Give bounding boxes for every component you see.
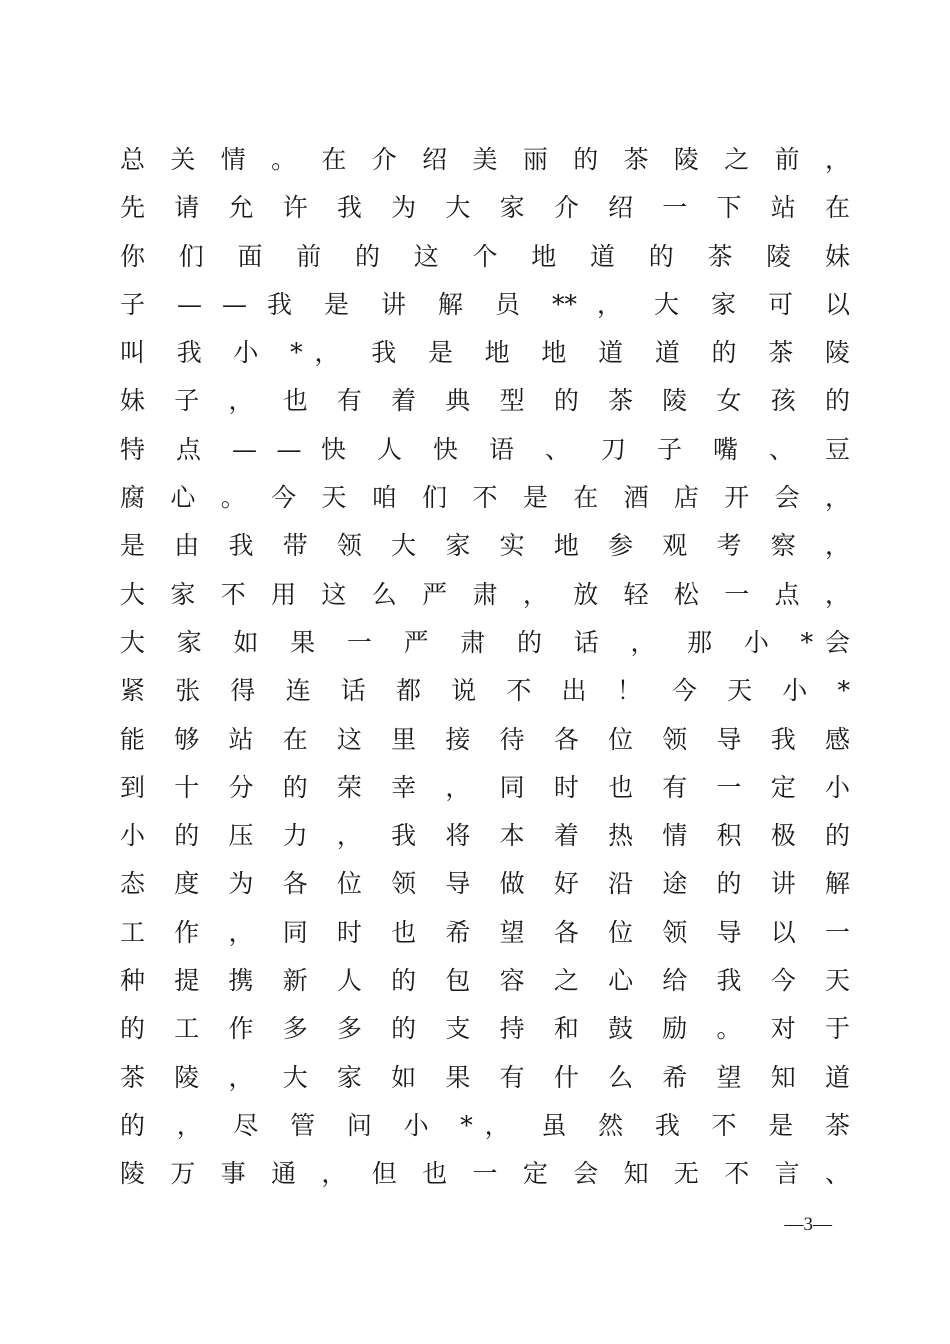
- text-line: 妹 子 ， 也 有 着 典 型 的 茶 陵 女 孩 的: [120, 386, 850, 416]
- text-line: 小 的 压 力 ， 我 将 本 着 热 情 积 极 的: [120, 821, 850, 851]
- text-line: 茶 陵 ， 大 家 如 果 有 什 么 希 望 知 道: [120, 1062, 850, 1092]
- text-line: 大 家 如 果 一 严 肃 的 话 ， 那 小 *会: [120, 627, 850, 657]
- text-line: 大 家 不 用 这 么 严 肃 ， 放 轻 松 一 点 ，: [120, 579, 850, 609]
- text-line: 工 作 ， 同 时 也 希 望 各 位 领 导 以 一: [120, 917, 850, 947]
- text-line: 态 度 为 各 位 领 导 做 好 沿 途 的 讲 解: [120, 869, 850, 899]
- text-line: 陵 万 事 通 ， 但 也 一 定 会 知 无 不 言 、: [120, 1159, 850, 1189]
- text-line: 的 ， 尽 管 问 小 *， 虽 然 我 不 是 茶: [120, 1110, 850, 1140]
- text-line: 到 十 分 的 荣 幸 ， 同 时 也 有 一 定 小: [120, 772, 850, 802]
- page-number: —3—: [784, 1214, 832, 1235]
- text-line: 你 们 面 前 的 这 个 地 道 的 茶 陵 妹: [120, 241, 850, 271]
- text-line: 叫 我 小 *， 我 是 地 地 道 道 的 茶 陵: [120, 338, 850, 368]
- text-line: 种 提 携 新 人 的 包 容 之 心 给 我 今 天: [120, 966, 850, 996]
- text-line: 总 关 情 。 在 介 绍 美 丽 的 茶 陵 之 前 ，: [120, 145, 850, 174]
- body-text: [120, 136, 850, 1199]
- text-line: 紧 张 得 连 话 都 说 不 出 ！ 今 天 小 *: [120, 676, 850, 706]
- text-line: 的 工 作 多 多 的 支 持 和 鼓 励 。 对 于: [120, 1014, 850, 1044]
- text-line: 特 点 — — 快 人 快 语 、 刀 子 嘴 、 豆: [120, 434, 850, 464]
- text-line: 能 够 站 在 这 里 接 待 各 位 领 导 我 感: [120, 724, 850, 754]
- text-line: 腐 心 。 今 天 咱 们 不 是 在 酒 店 开 会 ，: [120, 483, 850, 513]
- text-line: 是 由 我 带 领 大 家 实 地 参 观 考 察 ，: [120, 531, 850, 561]
- text-line: 先 请 允 许 我 为 大 家 介 绍 一 下 站 在: [120, 193, 850, 223]
- text-line: 子 — — 我 是 讲 解 员 ** ， 大 家 可 以: [120, 289, 850, 319]
